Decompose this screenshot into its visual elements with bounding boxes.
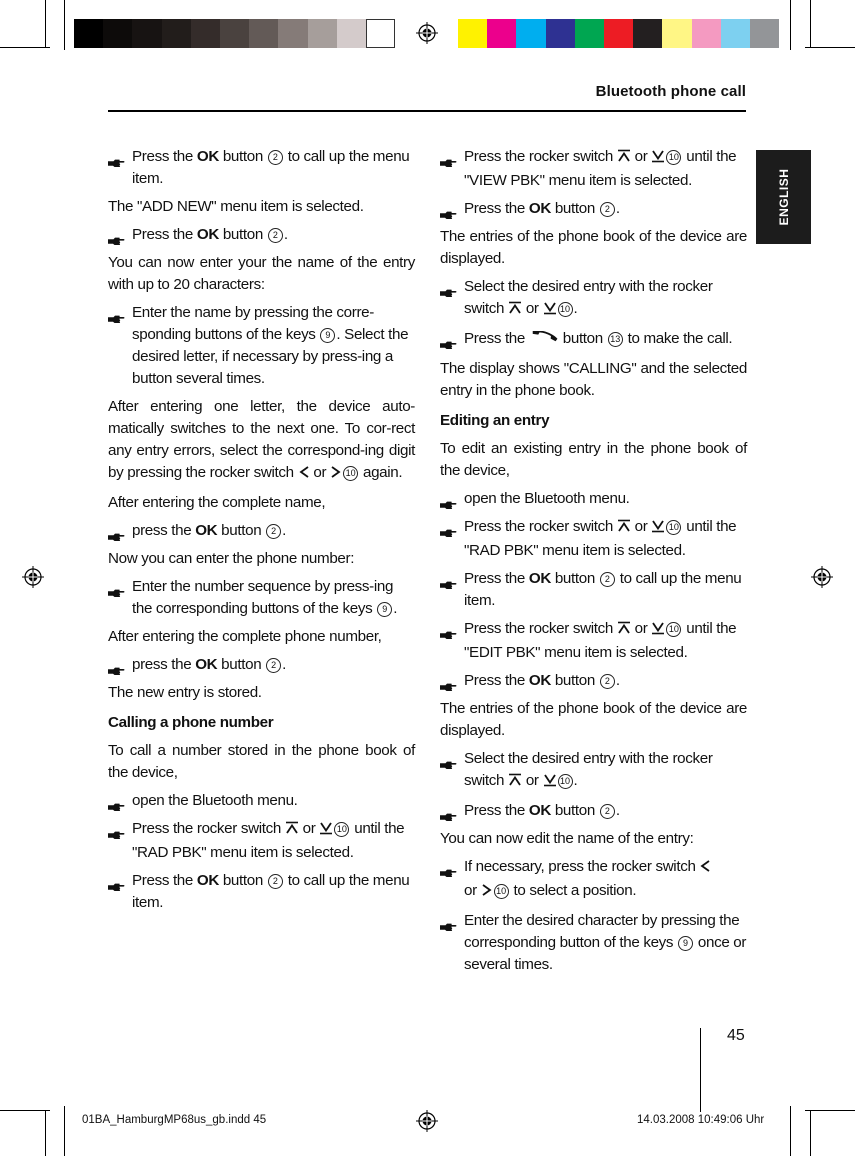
step-text: button xyxy=(558,330,607,347)
step-text: until the "RAD PBK" menu item is selected. xyxy=(132,820,405,861)
key-number-badge: 2 xyxy=(268,874,283,889)
footer-divider xyxy=(700,1028,701,1112)
pointing-hand-icon xyxy=(108,797,125,806)
paragraph: The new entry is stored. xyxy=(108,684,262,701)
color-swatch xyxy=(249,19,278,48)
rocker-left-icon xyxy=(699,858,711,880)
step-text: until the "EDIT PBK" menu item is selected. xyxy=(464,620,737,661)
paragraph-text: or xyxy=(309,464,331,481)
step-text: Press the xyxy=(132,226,197,243)
print-slug-date: 14.03.2008 10:49:06 Uhr xyxy=(637,1114,765,1126)
step-text: press the xyxy=(132,656,196,673)
crop-mark xyxy=(790,1106,791,1156)
color-swatch xyxy=(278,19,307,48)
crop-mark xyxy=(805,47,855,48)
step-text: until the "RAD PBK" menu item is selected. xyxy=(464,518,737,559)
instruction-step xyxy=(440,910,747,976)
step-text: Enter the desired character by pressing the corresponding button of the keys xyxy=(464,912,740,951)
step-text: . Select the desired letter, if necessary by press-ing a button several times. xyxy=(132,326,409,387)
step-text: or xyxy=(630,518,652,535)
pointing-hand-icon xyxy=(440,523,457,532)
key-number-badge: 10 xyxy=(334,822,349,837)
paragraph-text: again. xyxy=(359,464,403,481)
pointing-hand-icon xyxy=(440,495,457,504)
key-number-badge: 2 xyxy=(266,524,281,539)
ok-key-label: OK xyxy=(528,672,551,689)
paragraph: Now you can enter the phone number: xyxy=(108,550,355,567)
instruction-step xyxy=(108,790,415,812)
step-text: button xyxy=(550,200,599,217)
step-text: button xyxy=(550,570,599,587)
crop-mark xyxy=(0,47,50,48)
key-number-badge: 10 xyxy=(666,150,681,165)
rocker-up-icon xyxy=(617,148,631,170)
paragraph-text: After entering one letter, the device auto-matically switches to the next one. To cor-rect any entry errors, select the correspond-ing digit by pressing the rocker switch xyxy=(108,398,415,481)
registration-mark-icon xyxy=(22,566,44,588)
ok-key-label: OK xyxy=(528,200,551,217)
left-column xyxy=(108,146,415,920)
key-number-badge: 2 xyxy=(600,674,615,689)
instruction-step xyxy=(108,870,415,914)
pointing-hand-icon xyxy=(108,153,125,162)
color-swatch xyxy=(162,19,191,48)
key-number-badge: 10 xyxy=(343,466,358,481)
page-number: 45 xyxy=(727,1027,745,1044)
color-swatch xyxy=(308,19,337,48)
step-text: button xyxy=(218,226,267,243)
color-swatch xyxy=(191,19,220,48)
key-number-badge: 2 xyxy=(600,202,615,217)
color-swatch xyxy=(458,19,487,48)
print-slug-file: 01BA_HamburgMP68us_gb.indd 45 xyxy=(82,1114,267,1126)
rocker-up-icon xyxy=(617,620,631,642)
ok-key-label: OK xyxy=(196,226,219,243)
instruction-step xyxy=(440,516,747,562)
color-swatch xyxy=(516,19,545,48)
pointing-hand-icon xyxy=(440,863,457,872)
pointing-hand-icon xyxy=(440,205,457,214)
color-swatch xyxy=(750,19,779,48)
instruction-step xyxy=(440,856,747,904)
registration-mark-icon xyxy=(416,22,438,44)
instruction-step xyxy=(440,800,747,822)
pointing-hand-icon xyxy=(108,877,125,886)
rocker-right-icon xyxy=(330,464,342,486)
ok-key-label: OK xyxy=(528,802,551,819)
crop-mark xyxy=(64,1106,65,1156)
key-number-badge: 2 xyxy=(600,572,615,587)
registration-mark-icon xyxy=(811,566,833,588)
pointing-hand-icon xyxy=(108,583,125,592)
step-text: or xyxy=(464,882,481,899)
pointing-hand-icon xyxy=(440,153,457,162)
color-swatch xyxy=(575,19,604,48)
registration-mark-icon xyxy=(416,1110,438,1132)
step-text: . xyxy=(615,200,620,217)
rocker-right-icon xyxy=(481,882,493,904)
step-text: Press the xyxy=(132,872,197,889)
instruction-step xyxy=(440,146,747,192)
color-swatch xyxy=(220,19,249,48)
rocker-down-icon xyxy=(651,148,665,170)
instruction-step xyxy=(440,618,747,664)
color-swatch xyxy=(487,19,516,48)
step-text: or xyxy=(521,772,543,789)
step-text: Press the rocker switch xyxy=(132,820,285,837)
key-number-badge: 10 xyxy=(666,622,681,637)
key-number-badge: 2 xyxy=(268,228,283,243)
step-text: to select a position. xyxy=(509,882,637,899)
instruction-step xyxy=(440,488,747,510)
crop-mark xyxy=(810,0,811,47)
crop-mark xyxy=(45,1110,46,1156)
instruction-step xyxy=(440,568,747,612)
key-number-badge: 10 xyxy=(558,302,573,317)
step-text: Press the xyxy=(464,802,529,819)
instruction-step xyxy=(440,276,747,322)
step-text: Enter the number sequence by press-ing the corresponding buttons of the keys xyxy=(132,578,394,617)
step-text: Press the rocker switch xyxy=(464,148,617,165)
paragraph: The entries of the phone book of the device are displayed. xyxy=(440,700,747,739)
step-text: If necessary, press the rocker switch xyxy=(464,858,700,875)
section-heading: Calling a phone number xyxy=(108,714,274,731)
paragraph: The entries of the phone book of the device are displayed. xyxy=(440,228,747,267)
step-text: Press the rocker switch xyxy=(464,620,617,637)
step-text: button xyxy=(550,802,599,819)
step-text: button xyxy=(217,522,266,539)
key-number-badge: 10 xyxy=(666,520,681,535)
step-text: . xyxy=(573,300,578,317)
step-text: open the Bluetooth menu. xyxy=(464,490,630,507)
color-swatch xyxy=(604,19,633,48)
paragraph: The "ADD NEW" menu item is selected. xyxy=(108,198,364,215)
section-heading: Editing an entry xyxy=(440,412,550,429)
pointing-hand-icon xyxy=(440,917,457,926)
instruction-step xyxy=(108,146,415,190)
paragraph: To call a number stored in the phone book of the device, xyxy=(108,742,415,781)
paragraph: After entering the complete name, xyxy=(108,494,326,511)
instruction-step xyxy=(108,224,415,246)
paragraph: After entering the complete phone number, xyxy=(108,628,382,645)
step-text: Press the xyxy=(464,330,529,347)
step-text: . xyxy=(393,600,398,617)
color-swatch xyxy=(721,19,750,48)
crop-mark xyxy=(64,0,65,50)
color-swatch xyxy=(103,19,132,48)
ok-key-label: OK xyxy=(528,570,551,587)
pointing-hand-icon xyxy=(440,625,457,634)
step-text: . xyxy=(282,522,287,539)
rocker-down-icon xyxy=(543,772,557,794)
pointing-hand-icon xyxy=(440,755,457,764)
phone-handset-icon xyxy=(529,330,559,352)
step-text: button xyxy=(217,656,266,673)
paragraph: You can now enter your the name of the entry with up to 20 characters: xyxy=(108,254,415,293)
pointing-hand-icon xyxy=(440,807,457,816)
key-number-badge: 2 xyxy=(600,804,615,819)
step-text: . xyxy=(615,672,620,689)
step-text: open the Bluetooth menu. xyxy=(132,792,298,809)
paragraph: The display shows "CALLING" and the selected entry in the phone book. xyxy=(440,360,747,399)
color-swatch xyxy=(132,19,161,48)
crop-mark xyxy=(805,1110,855,1111)
step-text: button xyxy=(218,872,267,889)
step-text: once or several times. xyxy=(464,934,747,973)
pointing-hand-icon xyxy=(108,527,125,536)
key-number-badge: 10 xyxy=(494,884,509,899)
step-text: Press the rocker switch xyxy=(464,518,617,535)
ok-key-label: OK xyxy=(195,656,218,673)
key-number-badge: 10 xyxy=(558,774,573,789)
step-text: to call up the menu item. xyxy=(132,872,410,911)
key-number-badge: 9 xyxy=(377,602,392,617)
step-text: Enter the name by pressing the corre-sponding buttons of the keys xyxy=(132,304,374,343)
rocker-down-icon xyxy=(651,620,665,642)
step-text: to call up the menu item. xyxy=(132,148,410,187)
language-tab-label: ENGLISH xyxy=(776,168,791,226)
rocker-up-icon xyxy=(617,518,631,540)
step-text: . xyxy=(573,772,578,789)
rocker-up-icon xyxy=(508,300,522,322)
pointing-hand-icon xyxy=(108,309,125,318)
crop-mark xyxy=(0,1110,50,1111)
ok-key-label: OK xyxy=(195,522,218,539)
step-text: . xyxy=(615,802,620,819)
color-swatch xyxy=(692,19,721,48)
ok-key-label: OK xyxy=(196,872,219,889)
instruction-step xyxy=(108,818,415,864)
step-text: Press the xyxy=(464,200,529,217)
step-text: . xyxy=(283,226,288,243)
rocker-up-icon xyxy=(508,772,522,794)
key-number-badge: 9 xyxy=(678,936,693,951)
step-text: or xyxy=(630,148,652,165)
step-text: or xyxy=(298,820,320,837)
step-text: Press the xyxy=(464,570,529,587)
step-text: or xyxy=(521,300,543,317)
pointing-hand-icon xyxy=(440,575,457,584)
rocker-down-icon xyxy=(319,820,333,842)
color-swatch xyxy=(337,19,366,48)
step-text: until the "VIEW PBK" menu item is selected. xyxy=(464,148,737,189)
key-number-badge: 9 xyxy=(320,328,335,343)
right-column xyxy=(440,146,747,982)
rocker-down-icon xyxy=(651,518,665,540)
instruction-step xyxy=(108,654,415,676)
color-swatch xyxy=(366,19,395,48)
step-text: Select the desired entry with the rocker switch xyxy=(464,750,713,789)
instruction-step xyxy=(108,520,415,542)
step-text: button xyxy=(550,672,599,689)
paragraph xyxy=(108,396,415,486)
page-title: Bluetooth phone call xyxy=(595,83,746,100)
key-number-badge: 13 xyxy=(608,332,623,347)
instruction-step xyxy=(440,328,747,352)
step-text: . xyxy=(282,656,287,673)
paragraph: You can now edit the name of the entry: xyxy=(440,830,694,847)
step-text: Press the xyxy=(132,148,197,165)
pointing-hand-icon xyxy=(108,825,125,834)
pointing-hand-icon xyxy=(440,677,457,686)
step-text: Select the desired entry with the rocker switch xyxy=(464,278,713,317)
step-text: press the xyxy=(132,522,196,539)
instruction-step xyxy=(108,302,415,390)
pointing-hand-icon xyxy=(108,231,125,240)
step-text: button xyxy=(218,148,267,165)
pointing-hand-icon xyxy=(108,661,125,670)
step-text: to make the call. xyxy=(623,330,733,347)
instruction-step xyxy=(440,670,747,692)
rocker-up-icon xyxy=(285,820,299,842)
step-text: Press the xyxy=(464,672,529,689)
color-swatch xyxy=(662,19,691,48)
rocker-down-icon xyxy=(543,300,557,322)
color-swatch xyxy=(633,19,662,48)
crop-mark xyxy=(45,0,46,47)
key-number-badge: 2 xyxy=(268,150,283,165)
step-text: or xyxy=(630,620,652,637)
crop-mark xyxy=(810,1110,811,1156)
instruction-step xyxy=(440,198,747,220)
ok-key-label: OK xyxy=(196,148,219,165)
instruction-step xyxy=(108,576,415,620)
crop-mark xyxy=(790,0,791,50)
step-text: to call up the menu item. xyxy=(464,570,742,609)
instruction-step xyxy=(440,748,747,794)
color-swatch xyxy=(74,19,103,48)
key-number-badge: 2 xyxy=(266,658,281,673)
language-tab xyxy=(756,150,811,244)
header-rule xyxy=(108,110,746,112)
rocker-left-icon xyxy=(298,464,310,486)
paragraph: To edit an existing entry in the phone book of the device, xyxy=(440,440,747,479)
color-swatch xyxy=(546,19,575,48)
pointing-hand-icon xyxy=(440,283,457,292)
pointing-hand-icon xyxy=(440,335,457,344)
